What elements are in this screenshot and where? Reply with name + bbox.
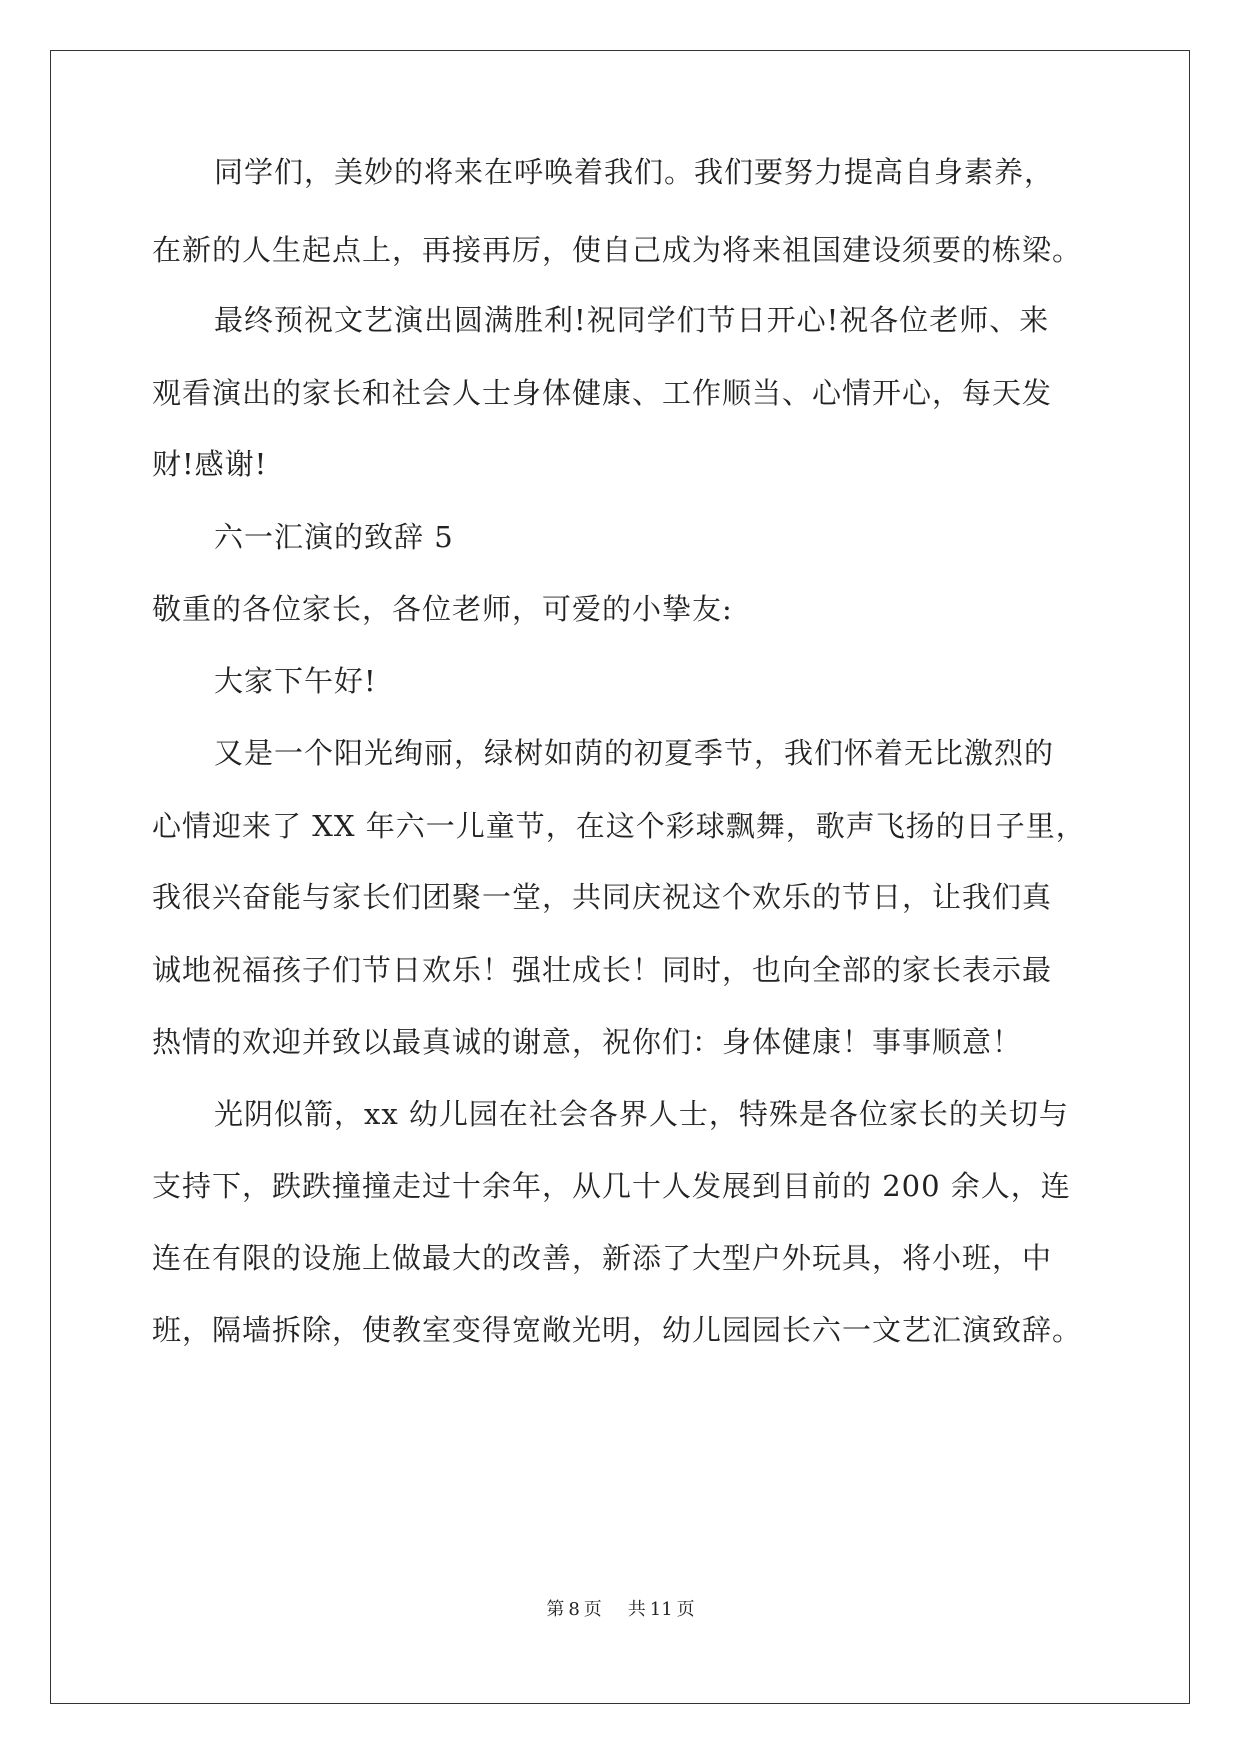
paragraph-line: 光阴似箭，xx 幼儿园在社会各界人士，特殊是各位家长的关切与 (214, 1097, 1069, 1131)
greeting: 大家下午好! (214, 664, 377, 698)
page-footer (0, 1598, 1241, 1622)
paragraph-line: 连在有限的设施上做最大的改善，新添了大型户外玩具，将小班，中 (152, 1241, 1053, 1275)
paragraph-line: 财!感谢! (152, 447, 268, 481)
total-prefix: 共 (627, 1599, 646, 1620)
paragraph-line: 观看演出的家长和社会人士身体健康、工作顺当、心情开心，每天发 (152, 376, 1053, 410)
section-heading: 六一汇演的致辞 5 (214, 520, 454, 554)
paragraph-line: 支持下，跌跌撞撞走过十余年，从几十人发展到目前的 200 余人，连 (152, 1169, 1071, 1203)
paragraph-line: 又是一个阳光绚丽，绿树如荫的初夏季节，我们怀着无比激烈的 (214, 736, 1055, 770)
paragraph-line: 热情的欢迎并致以最真诚的谢意，祝你们：身体健康！事事顺意！ (152, 1025, 1023, 1059)
paragraph-line: 最终预祝文艺演出圆满胜利!祝同学们节日开心!祝各位老师、来 (214, 303, 1050, 337)
page-suffix: 页 (583, 1599, 602, 1620)
paragraph-line: 在新的人生起点上，再接再厉，使自己成为将来祖国建设须要的栋梁。 (152, 233, 1083, 267)
paragraph-line: 同学们，美妙的将来在呼唤着我们。我们要努力提高自身素养， (214, 155, 1055, 189)
total-suffix: 页 (676, 1599, 695, 1620)
paragraph-line: 诚地祝福孩子们节日欢乐！强壮成长！同时，也向全部的家长表示最 (152, 953, 1053, 987)
paragraph-line: 我很兴奋能与家长们团聚一堂，共同庆祝这个欢乐的节日，让我们真 (152, 880, 1053, 914)
paragraph-line: 班，隔墙拆除，使教室变得宽敞光明，幼儿园园长六一文艺汇演致辞。 (152, 1313, 1083, 1347)
page-total: 11 (649, 1599, 673, 1620)
salutation: 敬重的各位家长，各位老师，可爱的小挚友: (152, 592, 733, 626)
page-prefix: 第 (546, 1599, 565, 1620)
paragraph-line: 心情迎来了 XX 年六一儿童节，在这个彩球飘舞，歌声飞扬的日子里， (152, 809, 1086, 843)
page-current: 8 (568, 1599, 580, 1620)
